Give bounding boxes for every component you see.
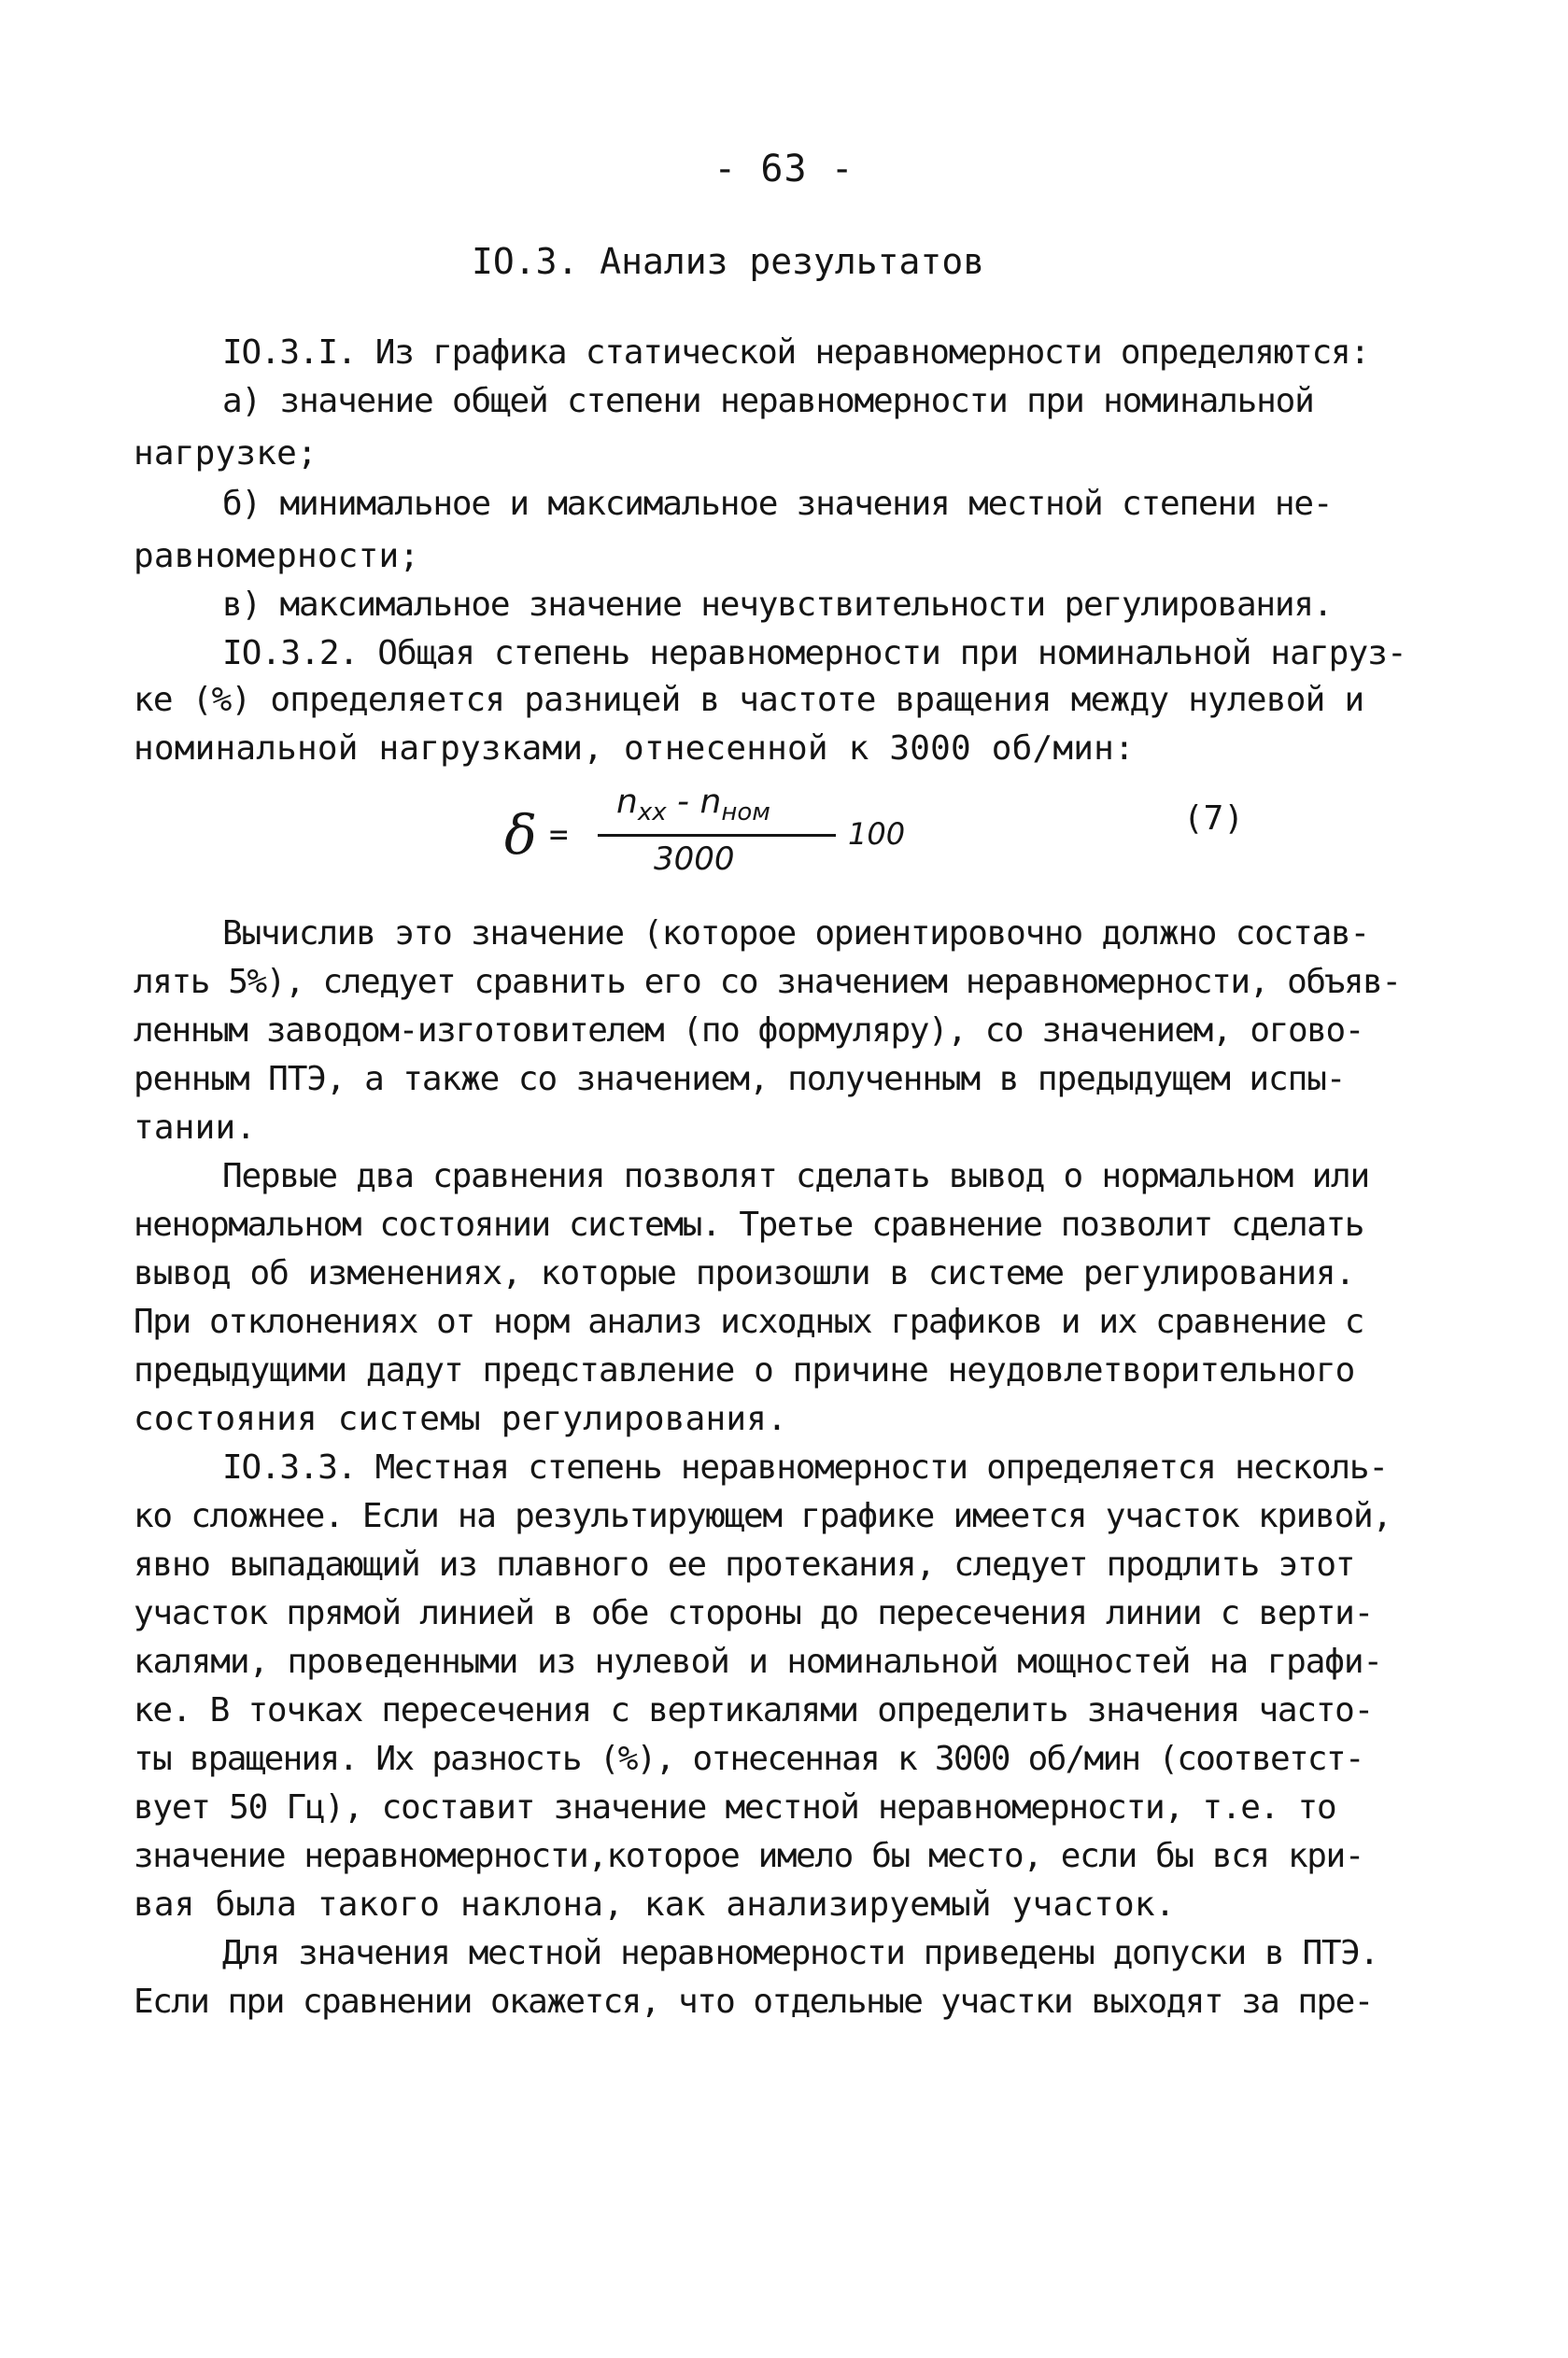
paragraph-line: IO.3.3. Местная степень неравномерности определяется несколь- <box>222 1448 1388 1487</box>
paragraph-line: значение неравномерности,которое имело бы место, если бы вся кри- <box>134 1837 1363 1875</box>
page-number: - 63 - <box>713 148 855 191</box>
paragraph-line: равномерности; <box>134 537 420 575</box>
paragraph-line: Вычислив это значение (которое ориентировочно должно состав- <box>222 914 1369 953</box>
paragraph-line: IO.3.I. Из графика статической неравномерности определяются: <box>222 333 1369 372</box>
paragraph-line: вует 50 Гц), составит значение местной неравномерности, т.е. то <box>134 1788 1336 1827</box>
formula-multiplier: 100 <box>848 816 906 852</box>
paragraph-line: Первые два сравнения позволят сделать вывод о нормальном или <box>222 1157 1369 1195</box>
paragraph-line: в) максимальное значение нечувствительности регулирования. <box>222 586 1333 624</box>
paragraph-line: При отклонениях от норм анализ исходных графиков и их сравнение с <box>134 1303 1363 1341</box>
paragraph-line: б) минимальное и максимальное значения местной степени не- <box>222 485 1333 523</box>
paragraph-line: вая была такого наклона, как анализируемый участок. <box>134 1885 1176 1924</box>
paragraph-line: Если при сравнении окажется, что отдельные участки выходят за пре- <box>134 1983 1373 2021</box>
paragraph-line: Для значения местной неравномерности приведены допуски в ПТЭ. <box>222 1934 1378 1972</box>
paragraph-line: а) значение общей степени неравномерности при номинальной <box>222 382 1314 420</box>
formula-n-xx: n <box>616 783 638 821</box>
paragraph-line: тании. <box>134 1108 257 1147</box>
formula-7 <box>504 783 1345 885</box>
formula-sub-xx: xx <box>637 798 667 827</box>
formula-n-nom: n <box>699 783 722 821</box>
equation-number: (7) <box>1183 799 1245 838</box>
paragraph-line: состояния системы регулирования. <box>134 1400 787 1438</box>
paragraph-line: ренным ПТЭ, а также со значением, полученным в предыдущем испы- <box>134 1060 1346 1098</box>
paragraph-line: лять 5%), следует сравнить его со значением неравномерности, объяв- <box>134 963 1401 1001</box>
formula-sub-nom: ном <box>721 798 770 827</box>
paragraph-line: предыдущими дадут представление о причине неудовлетворительного <box>134 1351 1355 1390</box>
paragraph-line: участок прямой линией в обе стороны до пересечения линии с верти- <box>134 1594 1373 1632</box>
paragraph-line: ко сложнее. Если на результирующем графике имеется участок кривой, <box>134 1497 1391 1535</box>
paragraph-line: ке (%) определяется разницей в частоте вращения между нулевой и <box>134 681 1364 719</box>
paragraph-line: ленным заводом-изготовителем (по формуляру), со значением, огово- <box>134 1011 1363 1050</box>
formula-minus: - <box>666 783 700 821</box>
formula-equals: = <box>549 816 569 854</box>
paragraph-line: номинальной нагрузками, отнесенной к 3000 об/мин: <box>134 729 1135 768</box>
formula-numerator <box>616 783 770 826</box>
paragraph-line: нагрузке; <box>134 434 318 473</box>
paragraph-line: ненормальном состоянии системы. Третье сравнение позволит сделать <box>134 1206 1363 1244</box>
formula-delta-symbol: δ <box>504 803 537 867</box>
fraction-bar <box>598 834 836 837</box>
paragraph-line: IO.3.2. Общая степень неравномерности при номинальной нагруз- <box>222 634 1406 672</box>
paragraph-line: калями, проведенными из нулевой и номинальной мощностей на графи- <box>134 1643 1382 1681</box>
paragraph-line: вывод об изменениях, которые произошли в системе регулирования. <box>134 1254 1355 1292</box>
paragraph-line: ке. В точках пересечения с вертикалями определить значения часто- <box>134 1691 1373 1730</box>
section-title: IO.3. Анализ результатов <box>472 241 985 282</box>
paragraph-line: ты вращения. Их разность (%), отнесенная к 3000 об/мин (соответст- <box>134 1740 1363 1778</box>
formula-denominator: 3000 <box>654 840 735 878</box>
paragraph-line: явно выпадающий из плавного ее протекания, следует продлить этот <box>134 1546 1355 1584</box>
